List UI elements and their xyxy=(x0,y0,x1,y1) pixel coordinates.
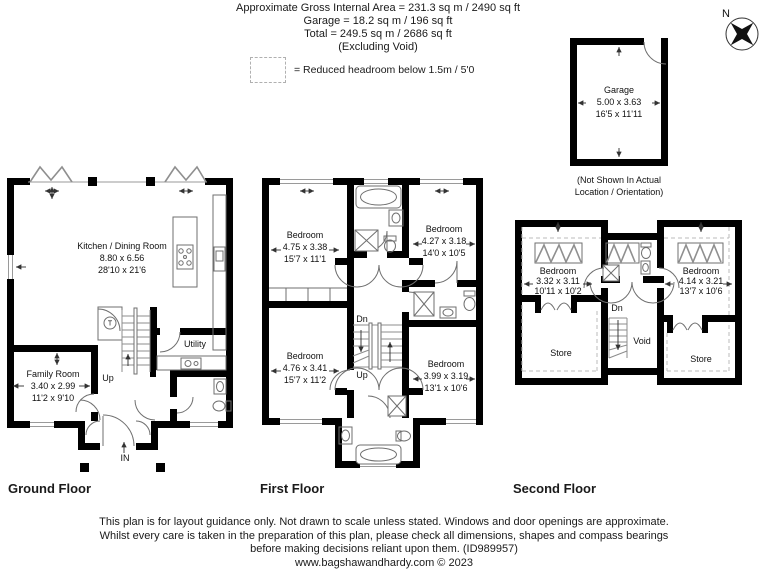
shower-room-fixtures xyxy=(414,291,475,318)
bedroom-top-right-label xyxy=(422,224,467,258)
bedroom-left-label xyxy=(534,266,581,296)
room-dim-m: 3.40 x 2.99 xyxy=(30,381,76,391)
wardrobe-strip xyxy=(269,288,347,301)
room-dim-ft: 10'11 x 10'2 xyxy=(534,286,582,296)
bedroom-right-label xyxy=(679,266,724,296)
utility-appliances xyxy=(157,356,226,370)
family-room-label xyxy=(26,369,79,403)
excluding-void-text: (Excluding Void) xyxy=(338,41,418,53)
room-name: Bedroom xyxy=(539,266,577,276)
compass-star xyxy=(731,23,754,46)
stairs-dn-label: Dn xyxy=(356,314,368,324)
second-floor-stairs xyxy=(609,318,627,358)
kitchen-island xyxy=(173,217,197,287)
room-name: Garage xyxy=(603,85,635,95)
second-floor-plan xyxy=(505,210,768,400)
room-dim-m: 5.00 x 3.63 xyxy=(596,97,642,107)
garage-note-line1: (Not Shown In Actual xyxy=(576,175,662,185)
room-name: Bedroom xyxy=(425,224,463,234)
room-dim-m: 3.32 x 3.11 xyxy=(536,276,580,286)
room-name: Bedroom xyxy=(286,351,324,361)
room-name: Family Room xyxy=(26,369,80,379)
ground-floor-stairs xyxy=(122,308,150,374)
garage-room-label xyxy=(596,85,643,119)
disclaimer-line-3: before making decisions reliant upon them. (ID989957) xyxy=(250,543,518,555)
main-bathroom-fixtures xyxy=(355,186,403,252)
room-dim-ft: 14'0 x 10'5 xyxy=(422,248,466,258)
reduced-headroom-swatch xyxy=(250,57,286,83)
bedroom-top-left-label xyxy=(283,230,328,264)
room-dim-m: 4.76 x 3.41 xyxy=(282,363,328,373)
stairs-up-label: Up xyxy=(102,373,114,383)
utility-room-label: Utility xyxy=(184,339,206,349)
first-floor-stairs xyxy=(353,323,402,369)
kitchen-dining-room-label xyxy=(77,241,167,275)
room-name: Kitchen / Dining Room xyxy=(77,241,167,251)
room-dim-ft: 15'7 x 11'1 xyxy=(283,254,327,264)
ground-floor-dim-arrows xyxy=(13,187,193,453)
room-dim-m: 4.27 x 3.18 xyxy=(421,236,467,246)
entrance-in-label: IN xyxy=(120,453,130,463)
kitchen-counter xyxy=(213,195,226,350)
first-floor-caption: First Floor xyxy=(260,481,325,496)
disclaimer-line-1: This plan is for layout guidance only. Not drawn to scale unless stated. Windows and door openings are approximate. xyxy=(99,516,669,528)
wardrobes xyxy=(535,243,723,263)
garage-note xyxy=(575,175,664,197)
total-area-text: Total = 249.5 sq m / 2686 sq ft xyxy=(304,28,452,40)
website-copyright: www.bagshawandhardy.com © 2023 xyxy=(295,556,473,569)
void-label: Void xyxy=(633,336,651,346)
stairs-up-label: Up xyxy=(356,370,368,380)
disclaimer-line-2: Whilst every care is taken in the preparation of this plan, please check all dimensions, shapes and compass bearings xyxy=(99,529,669,542)
room-dim-m: 3.99 x 3.19 xyxy=(423,371,469,381)
bifold-door-symbols xyxy=(30,167,206,182)
compass-north-label: N xyxy=(722,8,730,20)
bedroom-bottom-left-label xyxy=(283,351,328,385)
room-dim-ft: 11'2 x 9'10 xyxy=(31,393,75,403)
stairs-dn-label: Dn xyxy=(611,303,623,313)
reduced-headroom-label: = Reduced headroom below 1.5m / 5'0 xyxy=(294,64,475,76)
store-right-label: Store xyxy=(690,354,712,364)
ground-floor-plan xyxy=(0,160,250,480)
room-dim-ft: 13'7 x 10'6 xyxy=(679,286,723,296)
garage-area-text: Garage = 18.2 sq m / 196 sq ft xyxy=(303,15,453,27)
room-dim-ft: 15'7 x 11'2 xyxy=(283,375,327,385)
room-name: Bedroom xyxy=(682,266,720,276)
second-floor-caption: Second Floor xyxy=(513,481,597,496)
gross-internal-area-text: Approximate Gross Internal Area = 231.3 sq m / 2490 sq ft xyxy=(235,2,520,14)
store-left-label: Store xyxy=(550,348,572,358)
ground-floor-caption: Ground Floor xyxy=(8,481,92,496)
room-dim-ft: 13'1 x 10'6 xyxy=(424,383,468,393)
reduced-headroom-legend xyxy=(250,57,474,83)
room-dim-m: 8.80 x 6.56 xyxy=(99,253,145,263)
room-dim-m: 4.75 x 3.38 xyxy=(282,242,328,252)
garage-note-line2: Location / Orientation) xyxy=(574,187,664,197)
room-dim-ft: 28'10 x 21'6 xyxy=(98,265,146,275)
bedroom-bottom-right-label xyxy=(424,359,469,393)
tank-letter: T xyxy=(107,320,113,328)
disclaimer xyxy=(0,516,768,570)
room-name: Bedroom xyxy=(427,359,465,369)
first-floor-plan xyxy=(250,160,500,480)
room-name: Bedroom xyxy=(286,230,324,240)
room-dim-ft: 16'5 x 11'11 xyxy=(595,109,643,119)
compass-icon xyxy=(712,2,764,58)
room-dim-m: 4.14 x 3.21 xyxy=(678,276,724,286)
garage-plan xyxy=(555,30,690,210)
